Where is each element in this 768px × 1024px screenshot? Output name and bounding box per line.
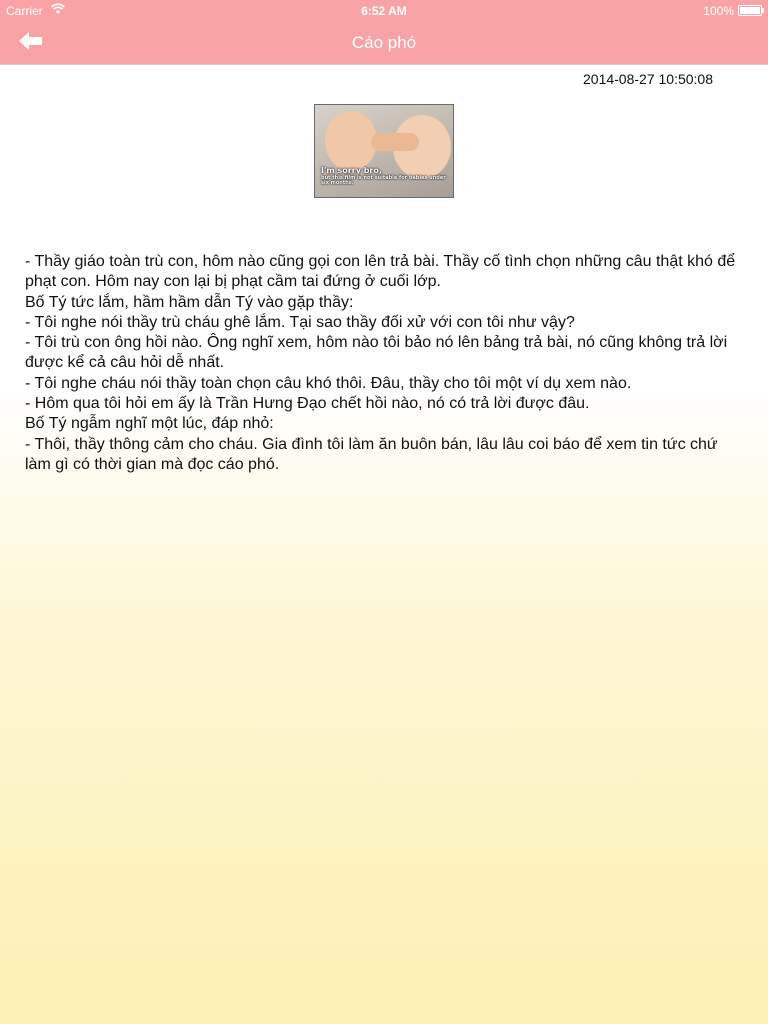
article-paragraph: Bố Tý ngẫm nghĩ một lúc, đáp nhỏ: bbox=[25, 415, 274, 433]
baby-hand bbox=[371, 133, 419, 151]
battery-icon bbox=[738, 5, 762, 16]
article-paragraph: Bố Tý tức lắm, hầm hầm dẫn Tý vào gặp thầy: bbox=[25, 293, 354, 311]
image-caption-line2: but this film is not suitable for babies under six months. bbox=[321, 175, 446, 186]
carrier-label: Carrier bbox=[6, 4, 43, 18]
image-caption-line1: I'm sorry bro, bbox=[321, 166, 382, 175]
image-caption bbox=[321, 167, 449, 186]
article-paragraph: - Thôi, thầy thông cảm cho cháu. Gia đình tôi làm ăn buôn bán, lâu lâu coi báo để xem tin tức chứ làm gì có thời gian mà đọc cáo phó. bbox=[25, 435, 718, 473]
article-paragraph: - Tôi trù con ông hồi nào. Ông nghĩ xem, hôm nào tôi bảo nó lên bảng trả bài, nó cũng không trả lời được kể cả câu hỏi dễ nhất. bbox=[25, 334, 728, 372]
article-paragraph: - Tôi nghe cháu nói thầy toàn chọn câu khó thôi. Đâu, thầy cho tôi một ví dụ xem nào. bbox=[25, 374, 632, 392]
article-body bbox=[25, 252, 747, 475]
page-title: Cáo phó bbox=[351, 33, 417, 52]
nav-bar bbox=[0, 20, 768, 64]
post-timestamp: 2014-08-27 10:50:08 bbox=[583, 71, 713, 87]
battery-fill bbox=[740, 7, 760, 14]
battery-percent: 100% bbox=[703, 4, 734, 18]
status-bar bbox=[0, 0, 768, 20]
article-paragraph: - Tôi nghe nói thầy trù cháu ghê lắm. Tại sao thầy đối xử với con tôi như vậy? bbox=[25, 313, 575, 331]
article-paragraph: - Thầy giáo toàn trù con, hôm nào cũng gọi con lên trả bài. Thầy cố tình chọn những câu thật khó để phạt con. Hôm nay con lại bị phạt cầm tai đứng ở cuối lớp. bbox=[25, 253, 736, 291]
app-header bbox=[0, 0, 768, 65]
clock: 6:52 AM bbox=[361, 4, 407, 18]
article-paragraph: - Hôm qua tôi hỏi em ấy là Trần Hưng Đạo chết hồi nào, nó có trả lời được đâu. bbox=[25, 395, 590, 413]
baby-figure-left bbox=[325, 111, 377, 171]
article-image[interactable] bbox=[314, 104, 454, 198]
